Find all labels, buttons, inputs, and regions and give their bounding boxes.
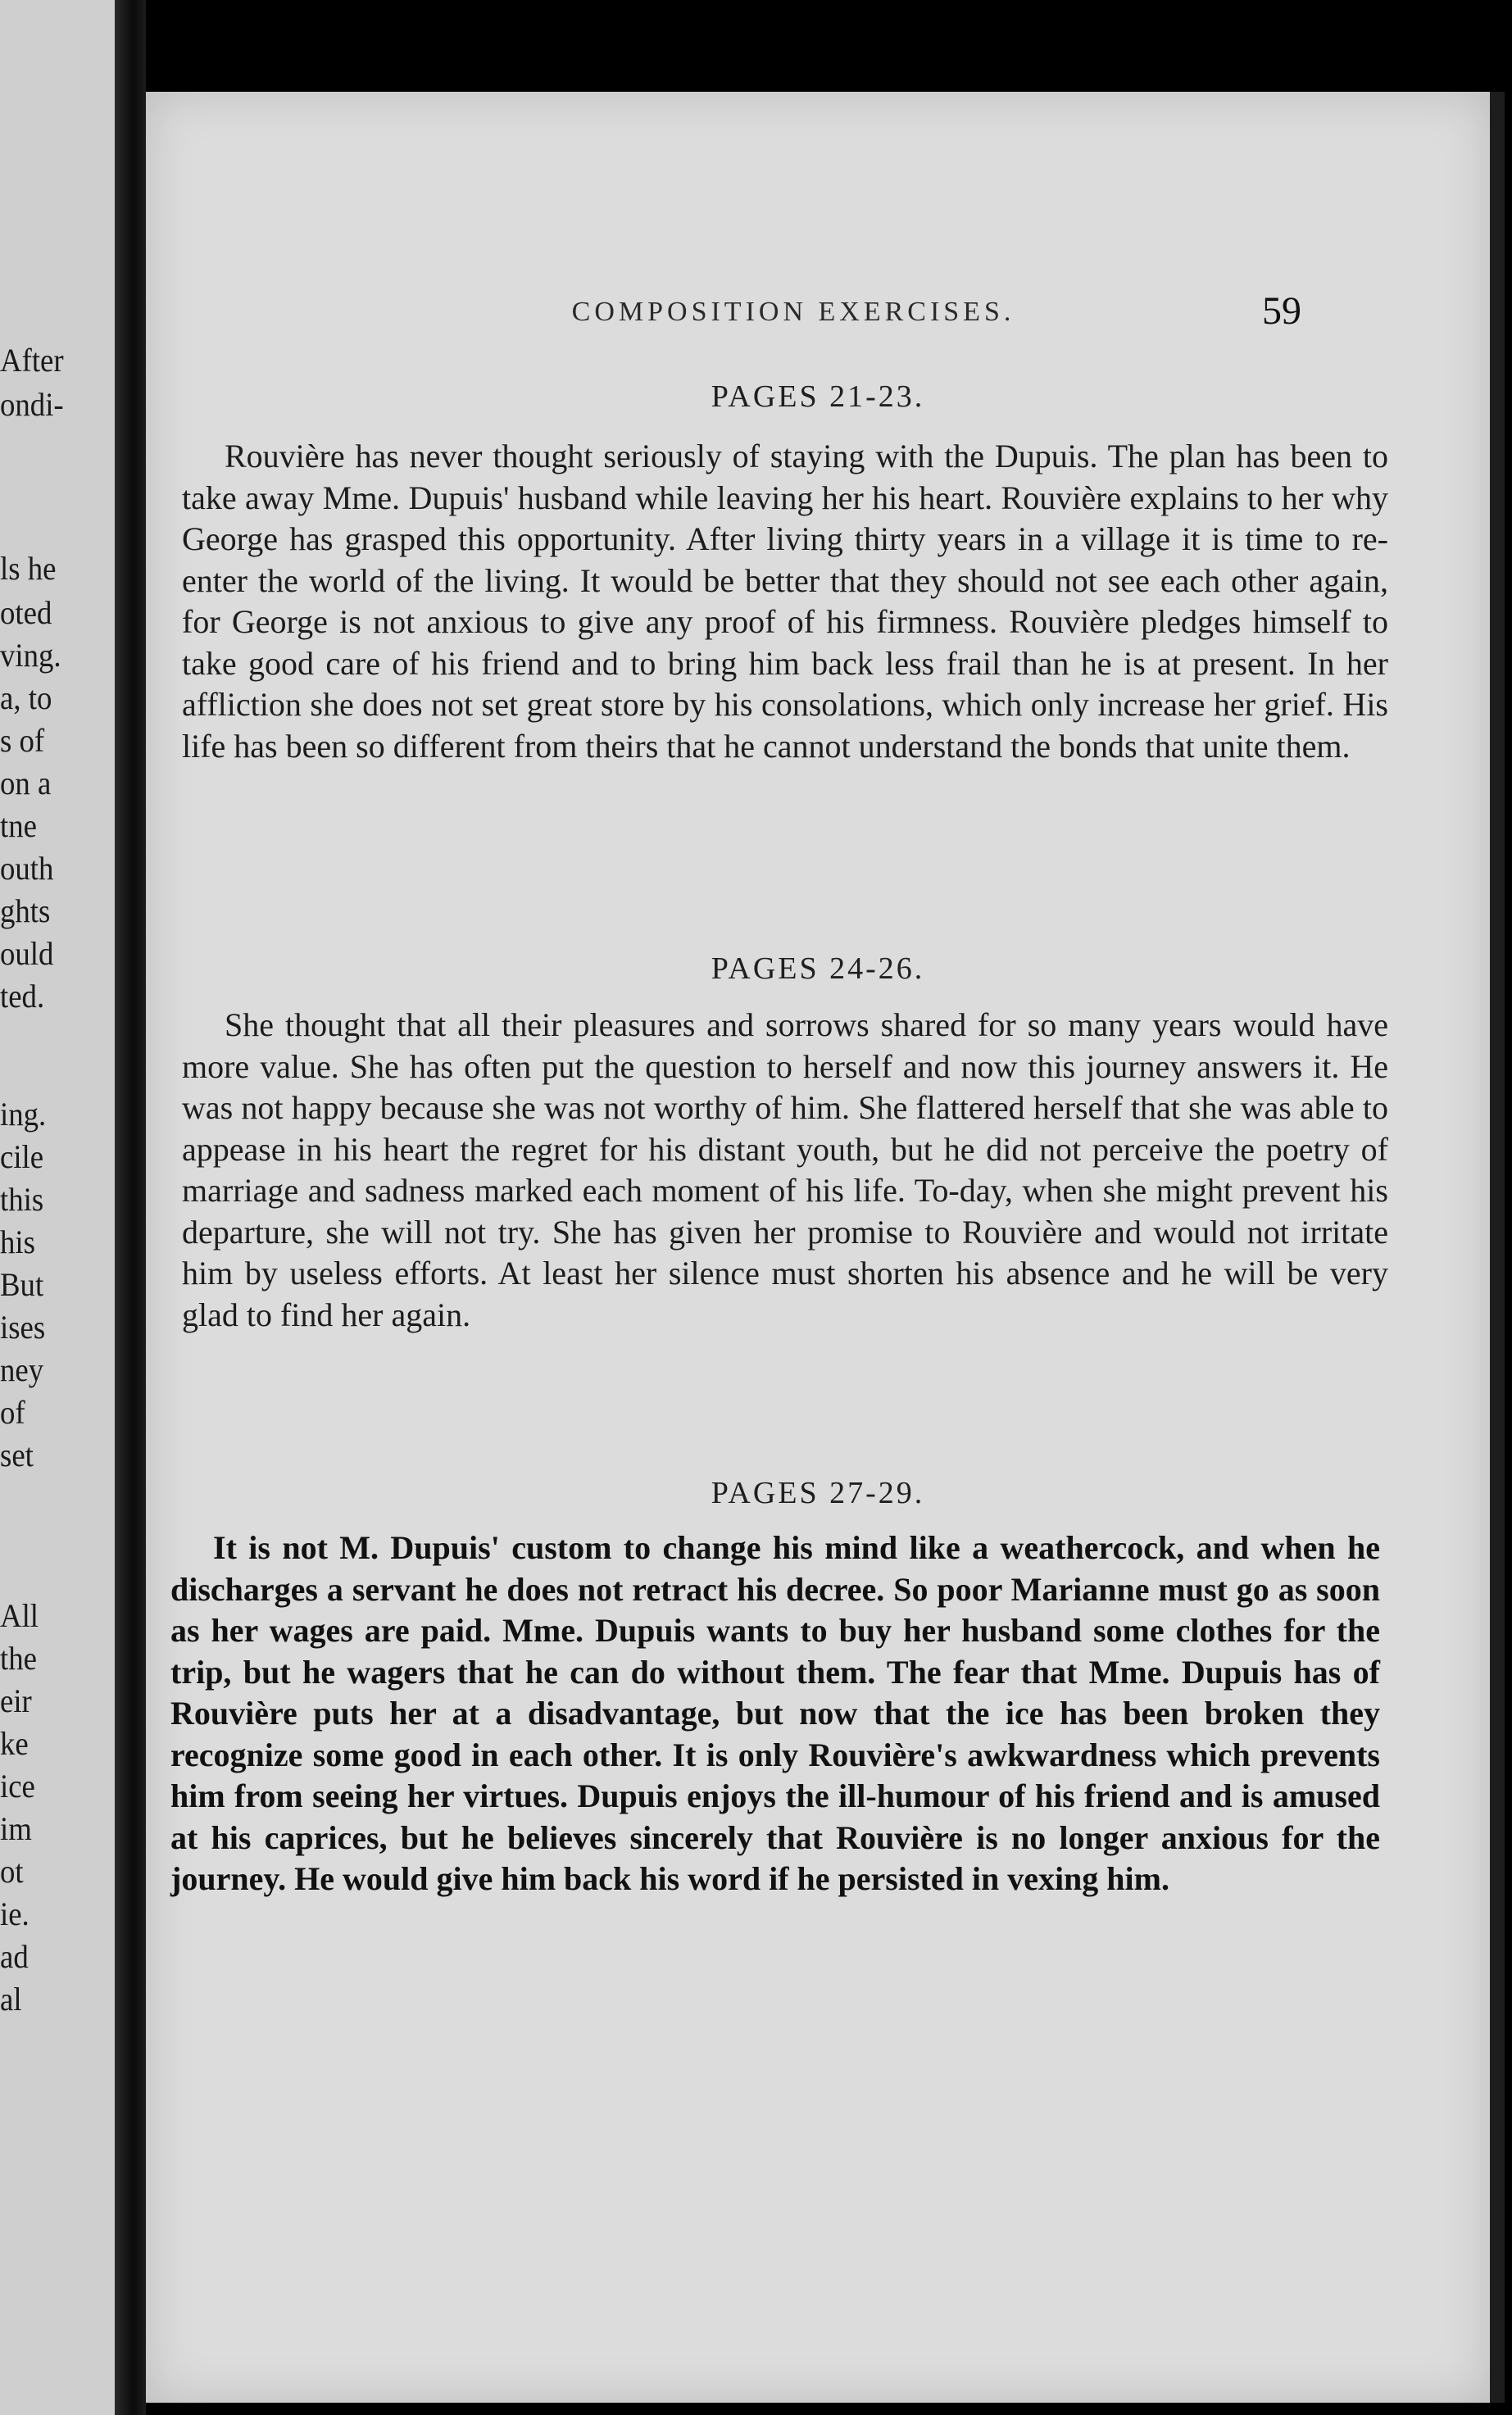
left-page-line: eir bbox=[0, 1682, 32, 1719]
left-page-line: ke bbox=[0, 1725, 29, 1762]
section-heading: PAGES 21-23. bbox=[711, 379, 925, 414]
left-page-line: im bbox=[0, 1810, 32, 1847]
section-heading: PAGES 24-26. bbox=[711, 951, 925, 986]
left-page-line: ghts bbox=[0, 892, 51, 929]
left-page-line: ie. bbox=[0, 1895, 30, 1932]
book-gutter bbox=[115, 0, 146, 2415]
left-page-line: But bbox=[0, 1266, 44, 1303]
left-page-line: a, to bbox=[0, 679, 52, 716]
left-page-line: cile bbox=[0, 1138, 44, 1175]
left-page-line: set bbox=[0, 1437, 34, 1473]
left-page-line: this bbox=[0, 1181, 44, 1218]
left-page-line: s of bbox=[0, 722, 45, 759]
left-page-line: al bbox=[0, 1981, 22, 2018]
left-page-line: ad bbox=[0, 1938, 29, 1975]
left-page-line: ing. bbox=[0, 1096, 47, 1133]
left-page-line: the bbox=[0, 1640, 37, 1677]
left-page-line: ises bbox=[0, 1309, 46, 1346]
left-page-line: ving. bbox=[0, 637, 61, 674]
left-page-line: on a bbox=[0, 765, 52, 801]
book-page bbox=[146, 92, 1505, 2403]
section-heading: PAGES 27-29. bbox=[711, 1476, 925, 1510]
section-paragraph: Rouvière has never thought seriously of staying with the Dupuis. The plan has been to take away Mme. Dupuis' husband while leaving her his heart. Rouvière explains to her why George has grasped this opportunity. After living thirty years in a village it is time to re-enter the world of the living. It would be better that they should not see each other again, for George is not anxious to give any proof of his firmness. Rouvière pledges himself to take good care of his friend and to bring him back less frail than he is at present. In her affliction she does not set great store by his consolations, which only increase her grief. His life has been so different from theirs that he cannot understand the bonds that unite them. bbox=[182, 438, 1388, 765]
left-page-line: ice bbox=[0, 1768, 35, 1804]
page-number: 59 bbox=[1262, 289, 1301, 333]
left-page-line: his bbox=[0, 1223, 35, 1260]
left-page-line: ould bbox=[0, 935, 54, 972]
section-paragraph: It is not M. Dupuis' custom to change his mind like a weathercock, and when he discharges a servant he does not retract his decree. So poor Marianne must go as soon as her wages are paid. Mme. Dupuis wants to buy her husband some clothes for the trip, but he wagers that he can do without them. The fear that Mme. Dupuis has of Rouvière puts her at a disadvantage, but now that the ice has been broken they recognize some good in each other. It is only Rouvière's awkwardness which prevents him from seeing her virtues. Dupuis enjoys the ill-humour of his friend and is amused at his caprices, but he believes sincerely that Rouvière is no longer anxious for the journey. He would give him back his word if he persisted in vexing him. bbox=[170, 1529, 1380, 1897]
left-page-line: ney bbox=[0, 1351, 44, 1388]
left-page-line: of bbox=[0, 1394, 25, 1431]
running-head: COMPOSITION EXERCISES. bbox=[571, 297, 1015, 327]
left-page-line: oted bbox=[0, 594, 52, 631]
left-page-line: tne bbox=[0, 807, 37, 844]
left-page-line: ondi- bbox=[0, 386, 64, 423]
left-page-line: outh bbox=[0, 850, 54, 887]
left-page-line: After bbox=[0, 342, 64, 379]
left-page-line: ls he bbox=[0, 550, 57, 587]
section-paragraph: She thought that all their pleasures and sorrows shared for so many years would have more value. She has often put the question to herself and now this journey answers it. He was not happy because she was not worthy of him. She flattered herself that she was able to appease in his heart the regret for his distant youth, but he did not perceive the poetry of marriage and sadness marked each moment of his life. To-day, when she might prevent his departure, she will not try. She has given her promise to Rouvière and would not irritate him by useless efforts. At least her silence must shorten his absence and he will be very glad to find her again. bbox=[182, 1006, 1388, 1333]
left-page-line: All bbox=[0, 1597, 39, 1634]
left-facing-page bbox=[0, 0, 115, 2415]
left-page-line: ot bbox=[0, 1853, 24, 1890]
left-page-line: ted. bbox=[0, 978, 45, 1015]
